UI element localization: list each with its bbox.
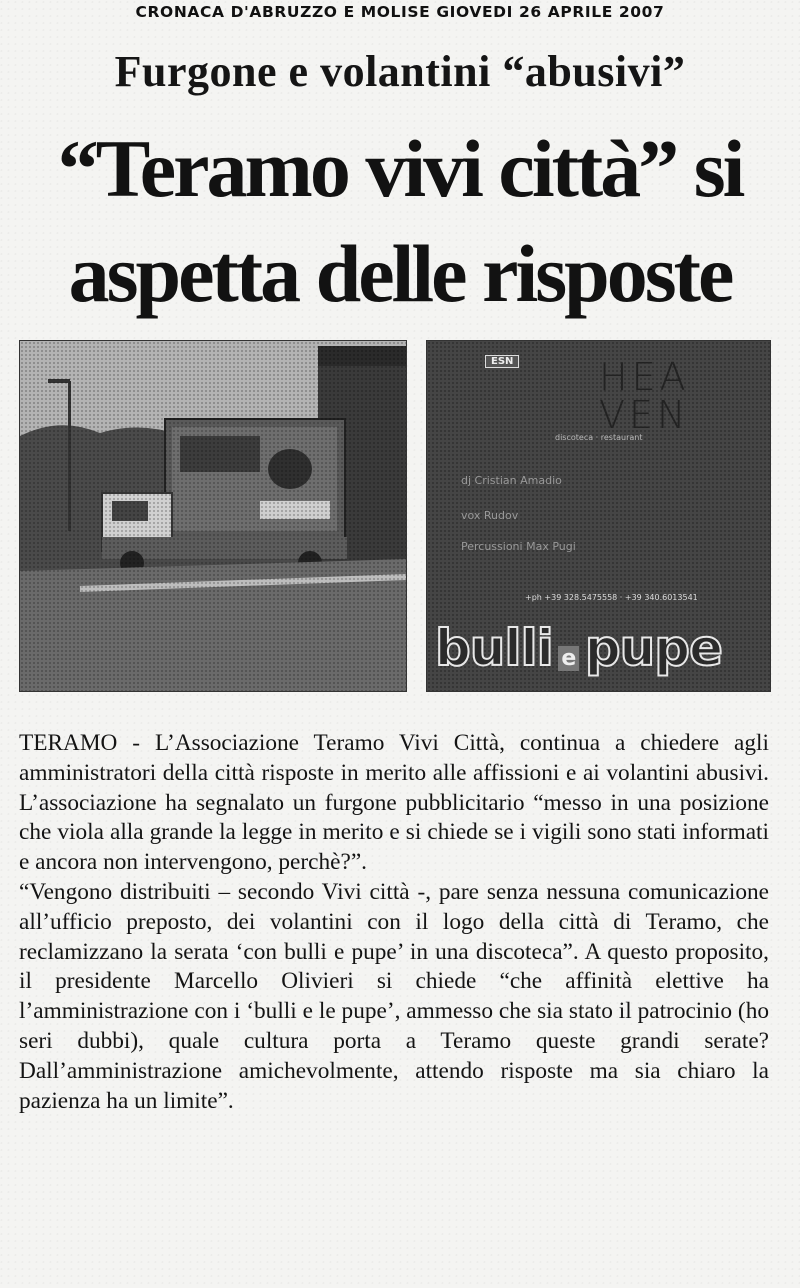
- advertising-van-photo: [19, 340, 407, 692]
- flyer-venue-subtitle: discoteca · restaurant: [555, 433, 643, 442]
- article-paragraph-1: [19, 729, 769, 878]
- flyer-lineup-row-2: vox Rudov: [461, 509, 519, 522]
- flyer-event-title-bulli: bulli: [435, 619, 553, 677]
- article-paragraph-2: “Vengono distribuiti – secondo Vivi città -, pare senza nessuna comunicazione all’ufficio preposto, dei volantini con il logo della città di Teramo, che reclamizzano la serata ‘con bulli e pupe’ in una discoteca”. A questo proposito, il presidente Marcello Olivieri si chiede “che affinità elettive ha l’amministrazione con i ‘bulli e le pupe’, ammesso che sia stato il patrocinio (ho seri dubbi), quale cultura porta a Teramo queste grandi serate? Dall’amministrazione amichevolmente, attendo risposte ma sia chiaro la pazienza ha un limite”.: [19, 878, 769, 1114]
- flyer-brand-tag: ESN: [485, 355, 519, 368]
- headline-kicker: Furgone e volantini “abusivi”: [114, 47, 686, 96]
- headline-title-line-1: “Teramo vivi città” si: [57, 123, 743, 214]
- flyer-venue-line-2: VEN: [599, 393, 690, 437]
- flyer-phone-numbers: +ph +39 328.5475558 · +39 340.6013541: [525, 593, 698, 602]
- flyer-event-title-e: e: [558, 646, 579, 671]
- article-paragraph-1-text: L’Associazione Teramo Vivi Città, continua a chiedere agli amministratori della città risposte in merito alle affissioni e ai volantini abusivi. L’associazione ha segnalato un furgone pubblicitario “messo in una posizione che viola alla grande la legge in merito e si chiede se i vigili sono stati informati e ancora non intervengono, perchè?”.: [19, 730, 769, 876]
- flyer-venue-line-1: HEA: [599, 355, 690, 399]
- van-photo-drawing: [20, 341, 406, 691]
- headline-title-line-2: aspetta delle risposte: [68, 228, 732, 319]
- flyer-event-title: [435, 619, 722, 677]
- flyer-event-title-pupe: pupe: [584, 619, 722, 677]
- article-body: [19, 729, 769, 1116]
- article-dateline: TERAMO -: [19, 730, 155, 756]
- flyer-lineup-row-1: dj Cristian Amadio: [461, 474, 562, 487]
- event-flyer-photo: [426, 340, 771, 692]
- publication-header: CRONACA D'ABRUZZO E MOLISE GIOVEDI 26 APRILE 2007: [135, 3, 665, 21]
- flyer-lineup-row-3: Percussioni Max Pugi: [461, 540, 576, 553]
